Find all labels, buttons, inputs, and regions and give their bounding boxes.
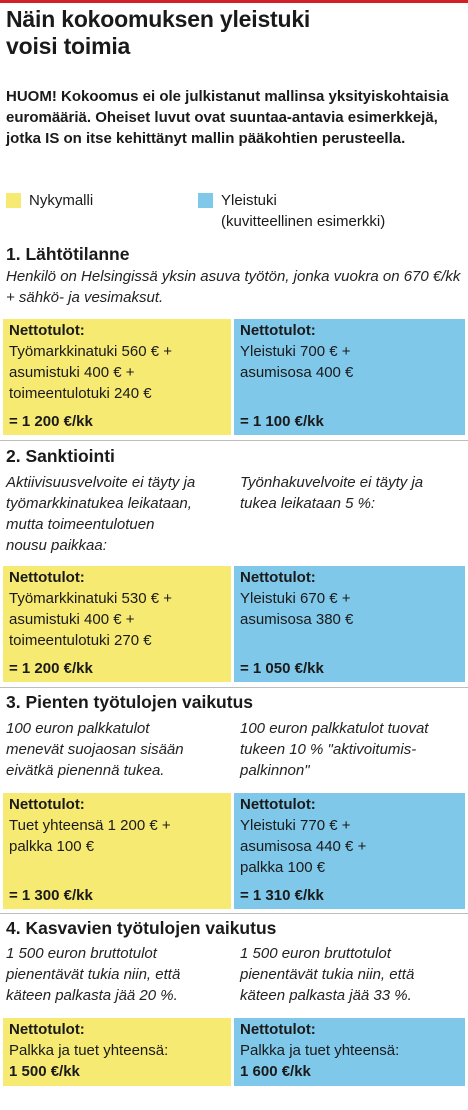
section-1-description: Henkilö on Helsingissä yksin asuva työtön, jonka vuokra on 670 €/kk + sähkö- ja vesimaksut. <box>6 268 461 306</box>
legend-label-proposed <box>221 190 385 232</box>
section-2-heading: 2. Sanktiointi <box>6 446 115 466</box>
title-line-2: voisi toimia <box>6 33 131 59</box>
section-3-description-current <box>6 718 234 781</box>
section-3-proposed-line: palkka 100 € <box>240 859 326 876</box>
section-1-current-line: Työmarkkinatuki 560 € + <box>9 343 173 360</box>
section-3-proposed-line: Yleistuki 770 € + <box>240 817 351 834</box>
section-3-proposed-label: Nettotulot: <box>240 796 316 813</box>
section-2-description-current <box>6 472 234 556</box>
section-3-description-proposed <box>240 718 465 781</box>
desc-line: pienentävät tukia niin, että <box>6 966 181 983</box>
section-2-current-line: toimeentulotuki 270 € <box>9 632 152 649</box>
section-4-current-label: Nettotulot: <box>9 1021 85 1038</box>
desc-line: eivätkä pienennä tukea. <box>6 762 165 779</box>
title-line-1: Näin kokoomuksen yleistuki <box>6 6 311 32</box>
section-1-proposed-label: Nettotulot: <box>240 322 316 339</box>
intro-note: HUOM! Kokoomus ei ole julkistanut mallinsa yksityiskohtaisia euromääriä. Oheiset luvut ovat suuntaa-antavia esimerkkejä, jotka IS on itse kehittänyt mallin pääkohtien perusteella. <box>6 88 449 147</box>
section-2-current-total: = 1 200 €/kk <box>9 660 93 677</box>
desc-line: menevät suojaosan sisään <box>6 741 184 758</box>
section-1-proposed-line: asumisosa 400 € <box>240 364 354 381</box>
section-3-current-line: Tuet yhteensä 1 200 € + <box>9 817 171 834</box>
section-4-proposed-label: Nettotulot: <box>240 1021 316 1038</box>
section-3-current-label: Nettotulot: <box>9 796 85 813</box>
desc-line: käteen palkasta jää 20 %. <box>6 987 178 1004</box>
desc-line: Aktiivisuusvelvoite ei täyty ja <box>6 474 196 491</box>
legend-current <box>6 190 93 211</box>
section-divider <box>0 687 468 688</box>
section-2-description-proposed <box>240 472 465 514</box>
section-4-heading: 4. Kasvavien työtulojen vaikutus <box>6 918 277 938</box>
legend-swatch-proposed <box>198 193 213 208</box>
section-2-proposed-line: asumisosa 380 € <box>240 611 354 628</box>
legend-swatch-current <box>6 193 21 208</box>
section-3-current-total: = 1 300 €/kk <box>9 887 93 904</box>
section-2-current-label: Nettotulot: <box>9 569 85 586</box>
section-1-heading: 1. Lähtötilanne <box>6 244 130 264</box>
desc-line: käteen palkasta jää 33 %. <box>240 987 412 1004</box>
desc-line: mutta toimeentulotuen <box>6 516 155 533</box>
section-4-proposed-box <box>234 1018 465 1086</box>
desc-line: Työnhakuvelvoite ei täyty ja <box>240 474 424 491</box>
section-3-proposed-total: = 1 310 €/kk <box>240 887 324 904</box>
desc-line: 1 500 euron bruttotulot <box>6 945 157 962</box>
legend-label-current: Nykymalli <box>29 192 94 209</box>
section-divider <box>0 913 468 914</box>
desc-line: tukea leikataan 5 %: <box>240 495 376 512</box>
section-3-proposed-line: asumisosa 440 € + <box>240 838 367 855</box>
section-2-proposed-total: = 1 050 €/kk <box>240 660 324 677</box>
section-divider <box>0 440 468 441</box>
section-2-current-box <box>3 566 231 682</box>
legend-proposed-line-2: (kuvitteellinen esimerkki) <box>221 213 386 230</box>
desc-line: palkinnon" <box>240 762 310 779</box>
section-3-current-line: palkka 100 € <box>9 838 95 855</box>
section-2-current-line: asumistuki 400 € + <box>9 611 135 628</box>
section-1-proposed-box <box>234 319 465 435</box>
legend-proposed <box>198 190 385 232</box>
legend-proposed-line-1: Yleistuki <box>221 192 277 209</box>
section-4-proposed-total: 1 600 €/kk <box>240 1063 311 1080</box>
top-accent-rule <box>0 0 468 3</box>
desc-line: 100 euron palkkatulot tuovat <box>240 720 429 737</box>
section-4-current-total: 1 500 €/kk <box>9 1063 80 1080</box>
desc-line: pienentävät tukia niin, että <box>240 966 415 983</box>
section-4-description-current <box>6 943 234 1006</box>
section-1-current-total: = 1 200 €/kk <box>9 413 93 430</box>
section-1-proposed-line: Yleistuki 700 € + <box>240 343 351 360</box>
section-3-heading: 3. Pienten työtulojen vaikutus <box>6 692 253 712</box>
desc-line: työmarkkinatukea leikataan, <box>6 495 192 512</box>
desc-line: nousu paikkaa: <box>6 537 107 554</box>
section-3-current-box <box>3 793 231 909</box>
desc-line: tukeen 10 % "aktivoitumis- <box>240 741 417 758</box>
section-2-proposed-box <box>234 566 465 682</box>
desc-line: 100 euron palkkatulot <box>6 720 150 737</box>
section-1-proposed-total: = 1 100 €/kk <box>240 413 324 430</box>
section-1-current-line: toimeentulotuki 240 € <box>9 385 152 402</box>
section-2-current-line: Työmarkkinatuki 530 € + <box>9 590 173 607</box>
section-1-current-box <box>3 319 231 435</box>
section-3-proposed-box <box>234 793 465 909</box>
section-1-current-line: asumistuki 400 € + <box>9 364 135 381</box>
desc-line: 1 500 euron bruttotulot <box>240 945 391 962</box>
page-title <box>6 6 462 60</box>
section-2-proposed-line: Yleistuki 670 € + <box>240 590 351 607</box>
section-4-current-box <box>3 1018 231 1086</box>
section-4-proposed-line: Palkka ja tuet yhteensä: <box>240 1042 400 1059</box>
section-4-description-proposed <box>240 943 465 1006</box>
section-1-current-label: Nettotulot: <box>9 322 85 339</box>
section-4-current-line: Palkka ja tuet yhteensä: <box>9 1042 169 1059</box>
section-2-proposed-label: Nettotulot: <box>240 569 316 586</box>
